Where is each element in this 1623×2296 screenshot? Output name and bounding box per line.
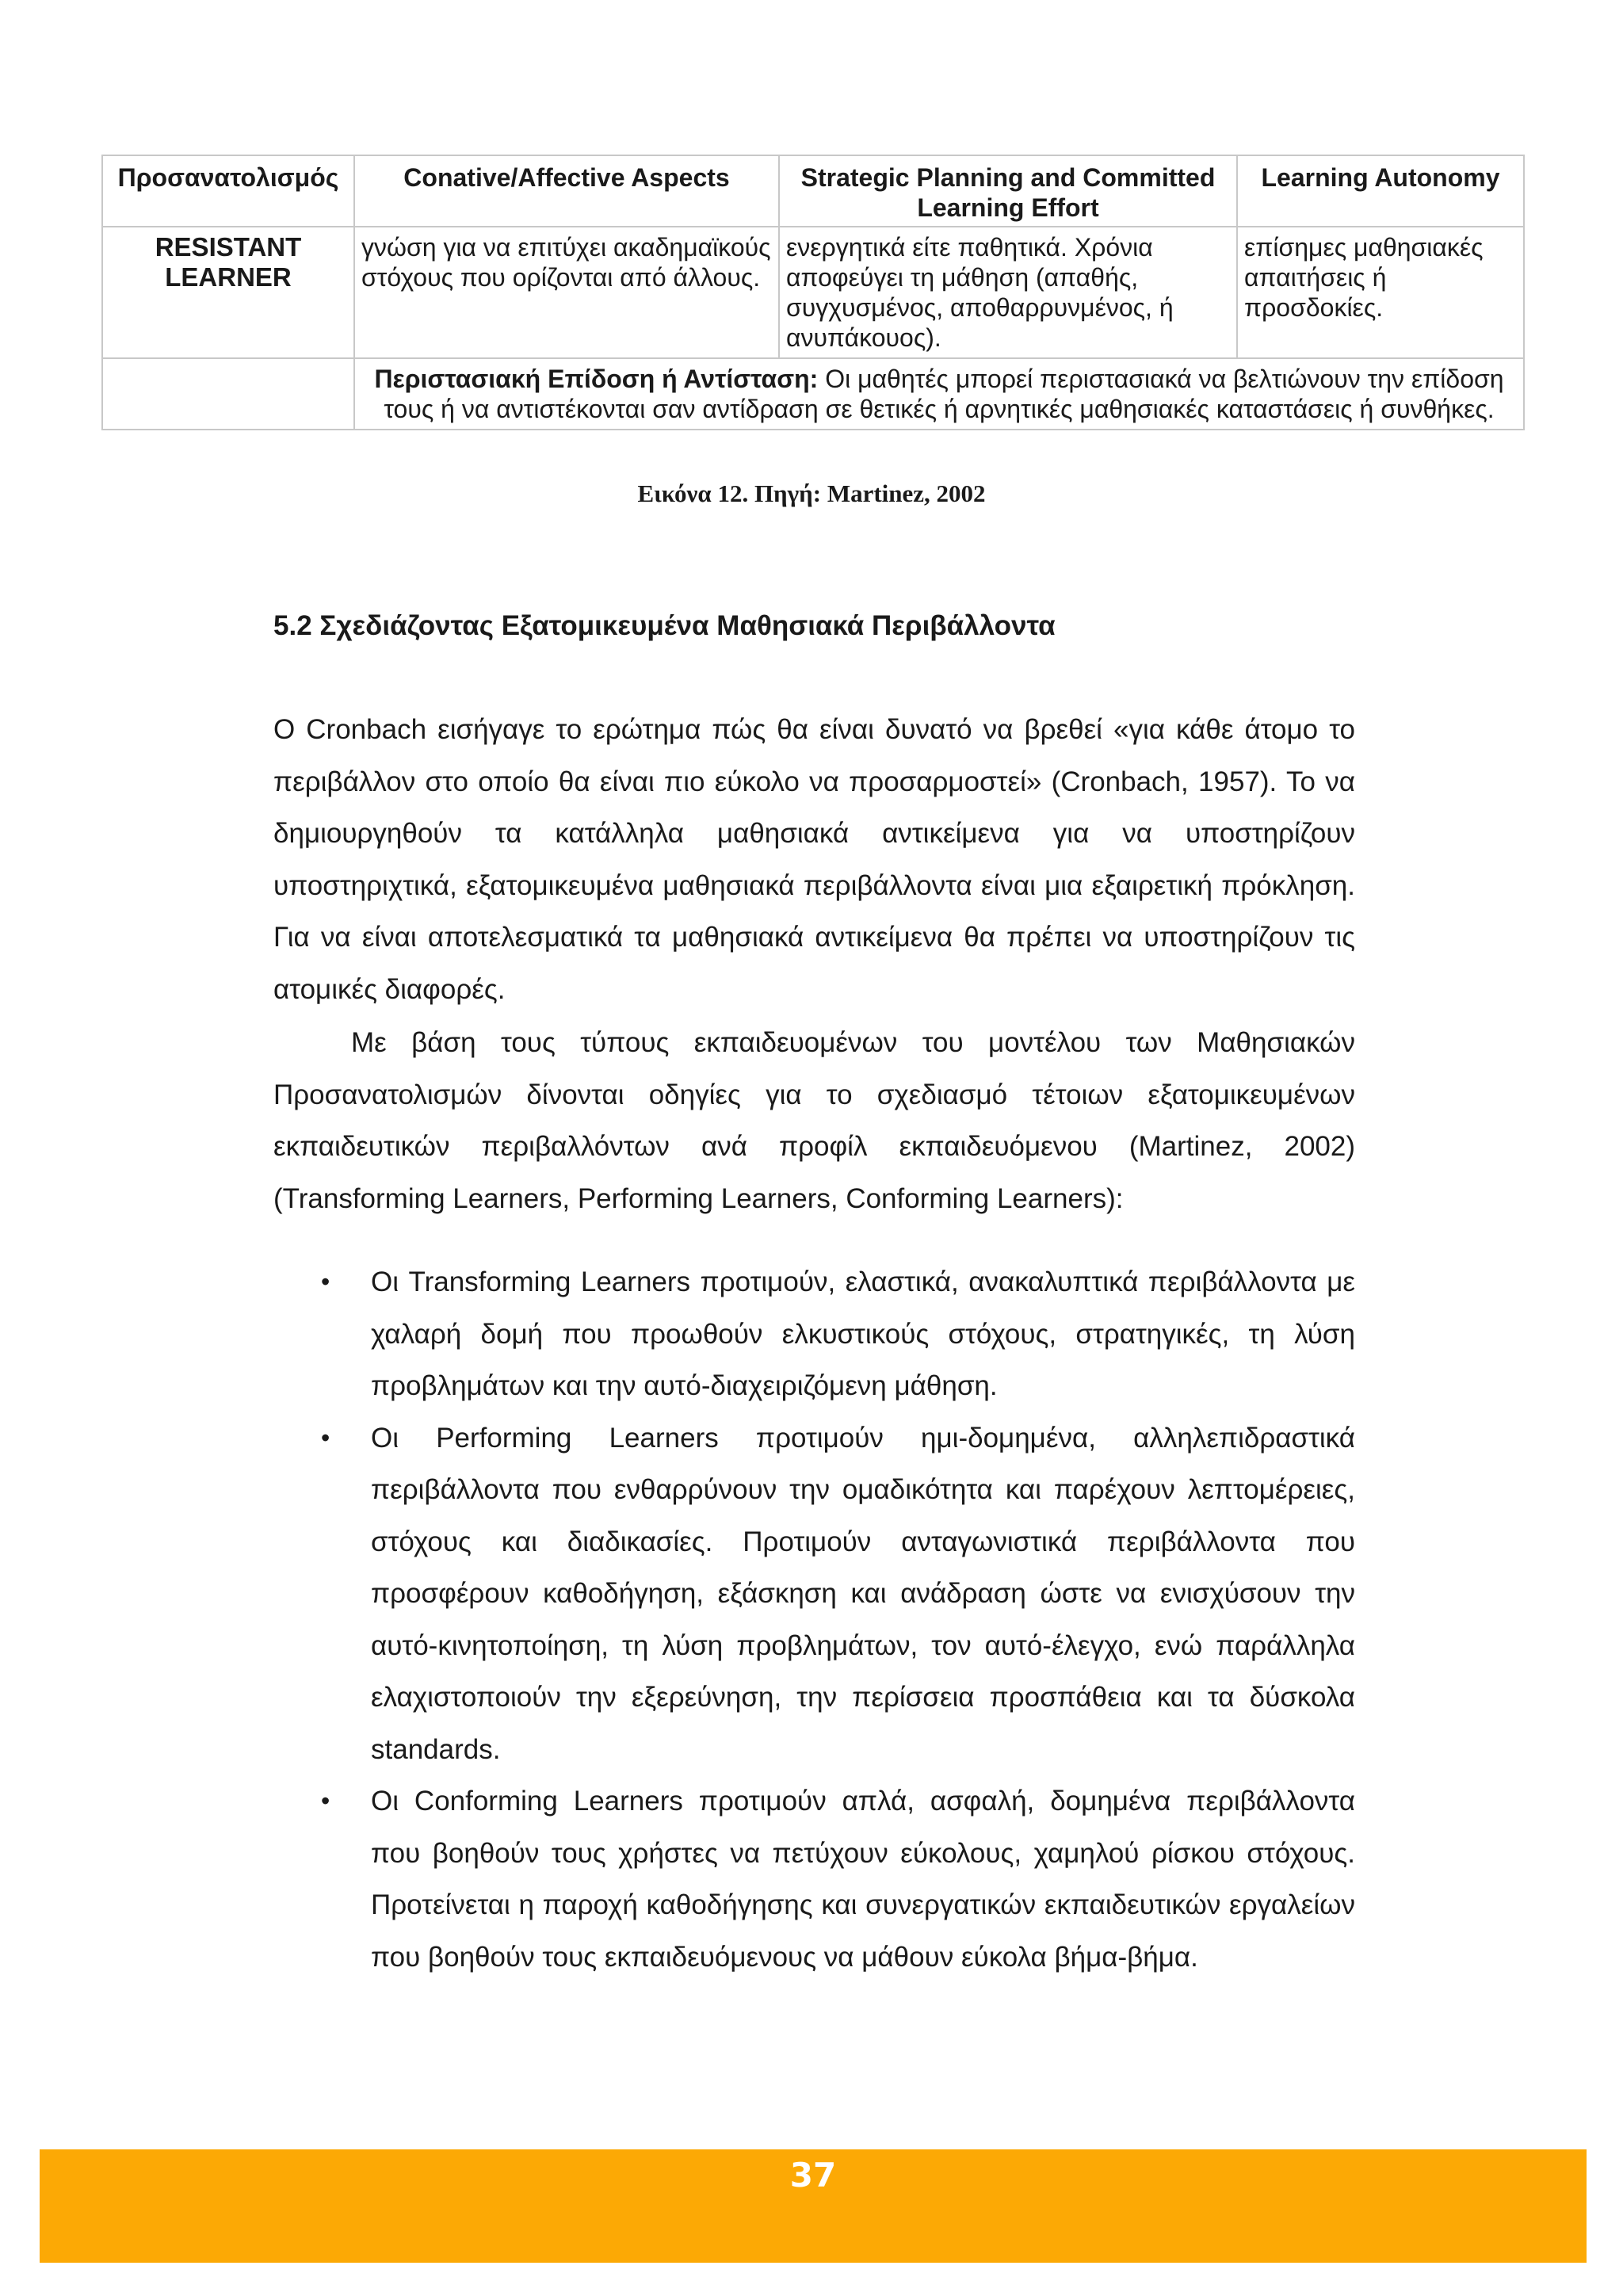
table-row xyxy=(102,227,1524,358)
table-summary-row xyxy=(102,358,1524,430)
page-number: 37 xyxy=(789,2156,837,2195)
header-strategic: Strategic Planning and Committed Learning Effort xyxy=(779,155,1237,227)
header-orientation: Προσανατολισμός xyxy=(102,155,354,227)
header-autonomy: Learning Autonomy xyxy=(1237,155,1524,227)
bullet-text: Οι Conforming Learners προτιμούν απλά, ασφαλή, δομημένα περιβάλλοντα που βοηθούν τους χρήστες να πετύχουν εύκολους, χαμηλού ρίσκου στόχους. Προτείνεται η παροχή καθοδήγησης και συνεργατικών εκπαιδευτικών εργαλείων που βοηθούν τους εκπαιδευόμενους να μάθουν εύκολα βήμα-βήμα. xyxy=(371,1786,1355,1973)
learner-bullet-list xyxy=(273,1256,1355,1983)
bullet-text: Οι Transforming Learners προτιμούν, ελαστικά, ανακαλυπτικά περιβάλλοντα με χαλαρή δομή που προωθούν ελκυστικούς στόχους, στρατηγικές, τη λύση προβλημάτων και την αυτό-διαχειριζόμενη μάθηση. xyxy=(371,1266,1355,1401)
footer-bar xyxy=(40,2149,1587,2263)
header-conative: Conative/Affective Aspects xyxy=(354,155,779,227)
paragraph-1: Ο Cronbach εισήγαγε το ερώτημα πώς θα είναι δυνατό να βρεθεί «για κάθε άτομο το περιβάλλον στο οποίο θα είναι πιο εύκολο να προσαρμοστεί» (Cronbach, 1957). Το να δημιουργηθούν τα κατάλληλα μαθησιακά αντικείμενα για να υποστηρίζουν υποστηριχτικά, εξατομικευμένα μαθησιακά περιβάλλοντα είναι μια εξαιρετική πρόκληση. Για να είναι αποτελεσματικά τα μαθησιακά αντικείμενα θα πρέπει να υποστηρίζουν τις ατομικές διαφορές. xyxy=(273,714,1355,1005)
summary-empty-cell xyxy=(102,358,354,430)
section-heading: 5.2 Σχεδιάζοντας Εξατομικευμένα Μαθησιακά Περιβάλλοντα xyxy=(273,610,1056,641)
learning-orientation-table xyxy=(101,155,1525,430)
summary-text: Οι μαθητές μπορεί περιστασιακά να βελτιώνουν την επίδοση τους ή να αντιστέκονται σαν αντίδραση σε θετικές ή αρνητικές μαθησιακές καταστάσεις ή συνθήκες. xyxy=(384,365,1504,423)
list-item xyxy=(273,1775,1355,1983)
figure-caption: Εικόνα 12. Πηγή: Martinez, 2002 xyxy=(637,479,986,507)
cell-autonomy: επίσημες μαθησιακές απαιτήσεις ή προσδοκίες. xyxy=(1237,227,1524,358)
table-header-row xyxy=(102,155,1524,227)
bullet-text: Οι Performing Learners προτιμούν ημι-δομημένα, αλληλεπιδραστικά περιβάλλοντα που ενθαρρύνουν την ομαδικότητα και παρέχουν λεπτομέρειες, στόχους και διαδικασίες. Προτιμούν ανταγωνιστικά περιβάλλοντα που προσφέρουν καθοδήγηση, εξάσκηση και ανάδραση ώστε να ενισχύσουν την αυτό-κινητοποίηση, τη λύση προβλημάτων, τον αυτό-έλεγχο, ενώ παράλληλα ελαχιστοποιούν την εξερεύνηση, την περίσσεια προσπάθεια και τα δύσκολα standards. xyxy=(371,1422,1355,1765)
row-label-resistant: RESISTANT LEARNER xyxy=(102,227,354,358)
bullet-icon: • xyxy=(321,1786,330,1815)
paragraph-2: Με βάση τους τύπους εκπαιδευομένων του μοντέλου των Μαθησιακών Προσανατολισμών δίνονται οδηγίες για το σχεδιασμό τέτοιων εξατομικευμένων εκπαιδευτικών περιβαλλόντων ανά προφίλ εκπαιδευόμενου (Martinez, 2002) (Transforming Learners, Performing Learners, Conforming Learners): xyxy=(273,1027,1355,1214)
list-item xyxy=(273,1412,1355,1776)
list-item xyxy=(273,1256,1355,1412)
cell-conative: γνώση για να επιτύχει ακαδημαϊκούς στόχους που ορίζονται από άλλους. xyxy=(354,227,779,358)
bullet-icon: • xyxy=(321,1267,330,1296)
summary-cell xyxy=(354,358,1524,430)
cell-strategic: ενεργητικά είτε παθητικά. Χρόνια αποφεύγει τη μάθηση (απαθής, συγχυσμένος, αποθαρρυνμένος, ή ανυπάκουος). xyxy=(779,227,1237,358)
summary-title: Περιστασιακή Επίδοση ή Αντίσταση: xyxy=(374,365,819,393)
bullet-icon: • xyxy=(321,1423,330,1452)
